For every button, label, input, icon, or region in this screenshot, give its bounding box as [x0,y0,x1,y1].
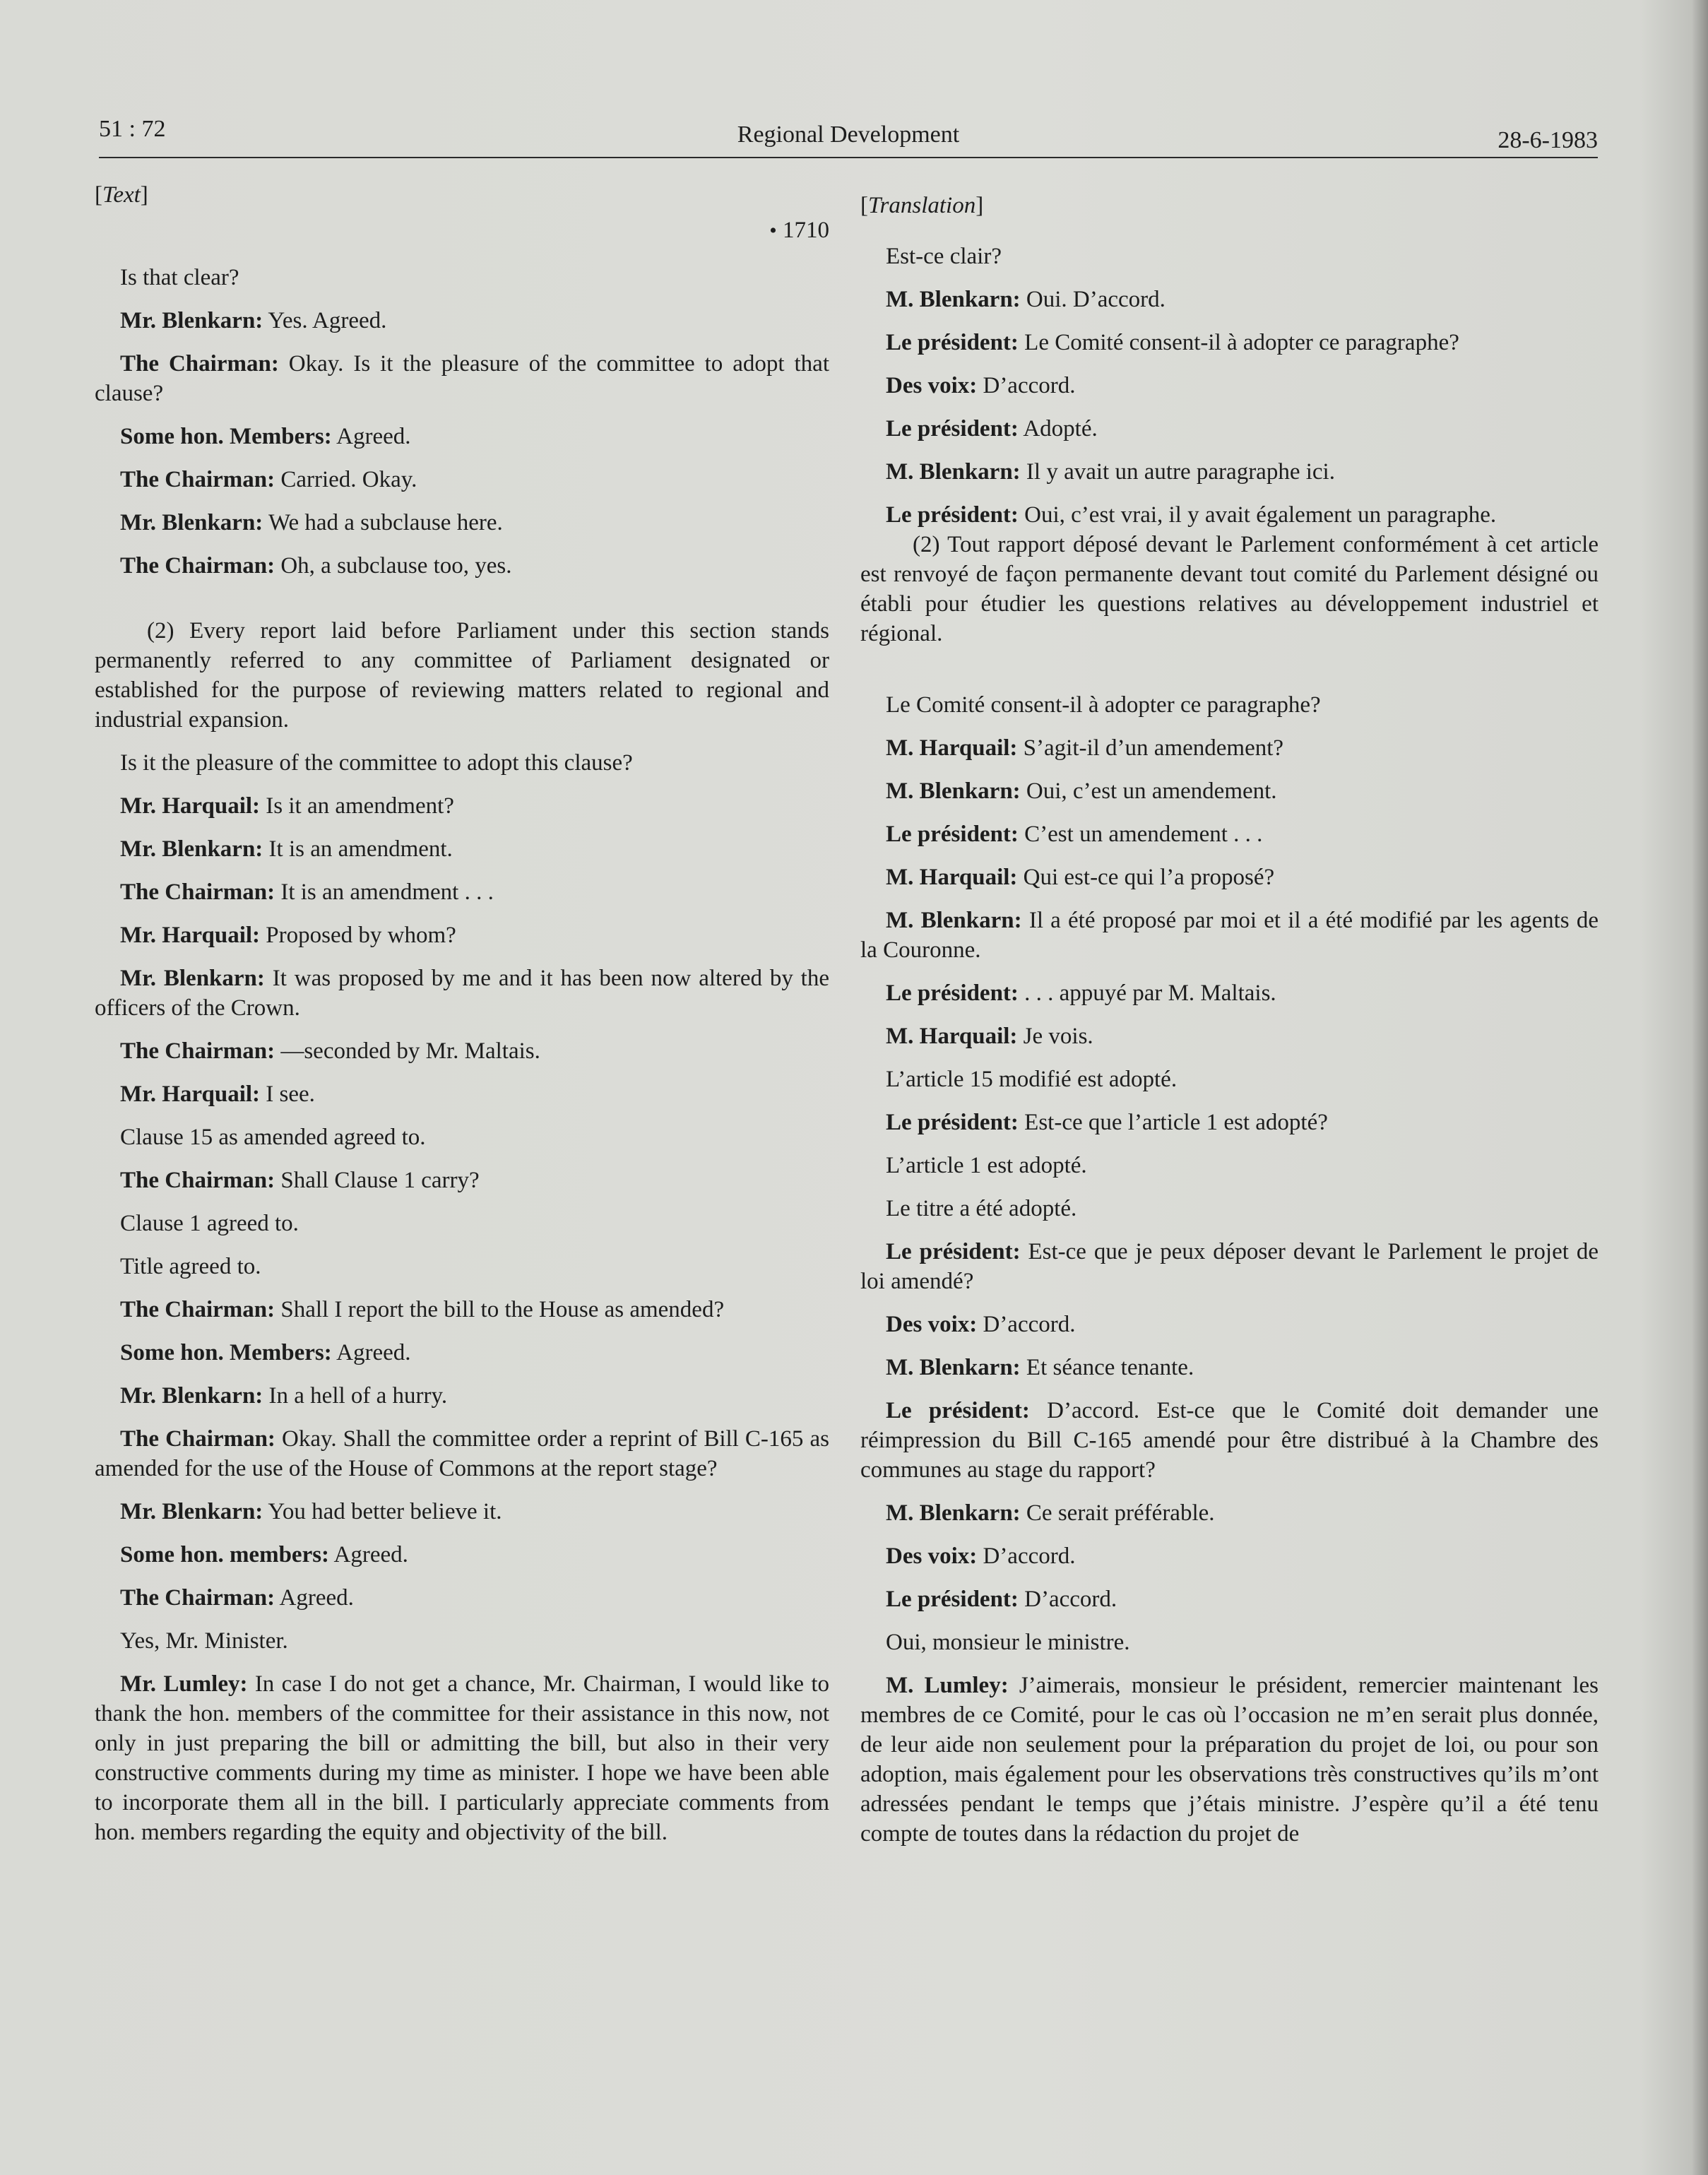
paragraph: M. Blenkarn: Et séance tenante. [886,1355,1194,1380]
paragraph: Le titre a été adopté. [886,1196,1077,1221]
paragraph: M. Harquail: Qui est-ce qui l’a proposé? [886,865,1275,890]
paragraph: Des voix: D’accord. [886,373,1076,398]
paragraph: Title agreed to. [120,1254,261,1279]
paragraph: Le président: Est-ce que je peux déposer devant le Parlement le projet de loi amendé? [860,1239,1599,1294]
paragraph: Mr. Blenkarn: We had a subclause here. [120,510,503,535]
paragraph: Le Comité consent-il à adopter ce paragraphe? [886,692,1321,718]
paragraph: The Chairman: Agreed. [120,1585,354,1611]
paragraph: The Chairman: Oh, a subclause too, yes. [120,553,512,579]
paragraph: L’article 1 est adopté. [886,1153,1087,1178]
paragraph: Mr. Blenkarn: It is an amendment. [120,836,453,862]
paragraph: Des voix: D’accord. [886,1543,1076,1569]
paragraph: Mr. Lumley: In case I do not get a chance, Mr. Chairman, I would like to thank the hon. members of the committee for their assistance in this now, not only in just preparing the bill or admitting the bill, but also in their very constructive comments during my time as minister. I hope we have been able to incorporate them all in the bill. I particularly appreciate comments from hon. members regarding the equity and objectivity of the bill. [95,1671,829,1845]
paragraph: Des voix: D’accord. [886,1312,1076,1337]
paragraph: Some hon. Members: Agreed. [120,424,411,449]
paragraph: Mr. Blenkarn: You had better believe it. [120,1499,502,1524]
paragraph: Le président: C’est un amendement . . . [886,822,1263,847]
paragraph: Mr. Harquail: Is it an amendment? [120,793,454,819]
paragraph: Le président: . . . appuyé par M. Maltais. [886,980,1276,1006]
paragraph: Le président: D’accord. Est-ce que le Comité doit demander une réimpression du Bill C-165 amendé pour être distribué à la Chambre des communes au stage du rapport? [860,1398,1599,1483]
quoted-subclause: (2) Tout rapport déposé devant le Parlement conformément à cet article est renvoyé de façon permanente devant tout comité du Parlement désigné ou établi pour étudier les questions relatives au développement industriel et régional. [860,532,1599,646]
language-label: [Translation] [860,193,984,218]
paragraph: The Chairman: Okay. Shall the committee order a reprint of Bill C-165 as amended for the use of the House of Commons at the report stage? [95,1426,829,1481]
paragraph: M. Lumley: J’aimerais, monsieur le président, remercier maintenant les membres de ce Comité, pour le cas où l’occasion ne m’en serait plus donnée, de leur aide non seulement pour la préparation du projet de loi, ou pour son adoption, mais également pour les observations très constructives qu’ils m’ont adressées pendant le temps que j’étais ministre. J’espère qu’il a été tenu compte de toutes dans la rédaction du projet de [860,1673,1599,1847]
paragraph: L’article 15 modifié est adopté. [886,1067,1178,1092]
spacer [860,662,1599,690]
english-column [95,180,829,1861]
french-column [860,191,1599,1862]
paragraph: Le président: Le Comité consent-il à adopter ce paragraphe? [886,330,1459,355]
paragraph: Yes, Mr. Minister. [120,1628,288,1654]
running-header [99,113,1598,158]
paragraph: Oui, monsieur le ministre. [886,1630,1130,1655]
paragraph: Le président: Adopté. [886,416,1098,441]
paragraph: M. Blenkarn: Ce serait préférable. [886,1500,1215,1526]
paragraph: The Chairman: Carried. Okay. [120,467,417,492]
paragraph: The Chairman: —seconded by Mr. Maltais. [120,1038,540,1064]
paragraph: M. Harquail: S’agit-il d’un amendement? [886,735,1284,761]
paragraph: Le président: Est-ce que l’article 1 est adopté? [886,1110,1328,1135]
header-date: 28-6-1983 [1498,127,1598,153]
paragraph: Mr. Blenkarn: In a hell of a hurry. [120,1383,448,1409]
paragraph: Clause 1 agreed to. [120,1211,299,1236]
paragraph: Is that clear? [120,265,239,290]
quoted-subclause: (2) Every report laid before Parliament under this section stands permanently referred to any committee of Parliament designated or established for the purpose of reviewing matters related to regional and industrial expansion. [95,618,829,733]
paragraph: M. Blenkarn: Oui. D’accord. [886,287,1166,312]
paragraph: M. Blenkarn: Oui, c’est un amendement. [886,778,1277,804]
page-number: 51 : 72 [99,116,166,142]
paragraph: Mr. Harquail: I see. [120,1081,315,1107]
paragraph: Is it the pleasure of the committee to adopt this clause? [120,750,633,776]
paragraph: Mr. Blenkarn: It was proposed by me and it has been now altered by the officers of the Crown. [95,966,829,1021]
header-title: Regional Development [737,122,960,148]
paragraph: The Chairman: It is an amendment . . . [120,879,494,905]
paragraph: Mr. Blenkarn: Yes. Agreed. [120,308,387,333]
paragraph: Le président: D’accord. [886,1587,1117,1612]
paragraph: The Chairman: Okay. Is it the pleasure of the committee to adopt that clause? [95,351,829,406]
paragraph: Some hon. members: Agreed. [120,1542,408,1567]
paragraph: M. Blenkarn: Il y avait un autre paragraphe ici. [886,459,1335,485]
paragraph: Some hon. Members: Agreed. [120,1340,411,1365]
paragraph: Est-ce clair? [886,244,1002,269]
paragraph: Clause 15 as amended agreed to. [120,1125,426,1150]
binding-edge [1692,0,1708,2175]
time-marker: • 1710 [769,218,829,243]
paragraph: Le président: Oui, c’est vrai, il y avait également un paragraphe. [886,502,1497,528]
paragraph: The Chairman: Shall Clause 1 carry? [120,1168,480,1193]
paragraph: M. Blenkarn: Il a été proposé par moi et il a été modifié par les agents de la Couronne. [860,908,1599,963]
language-label: [Text] [95,182,148,208]
paragraph: Mr. Harquail: Proposed by whom? [120,923,456,948]
paragraph: The Chairman: Shall I report the bill to the House as amended? [120,1297,725,1322]
paragraph: M. Harquail: Je vois. [886,1024,1093,1049]
